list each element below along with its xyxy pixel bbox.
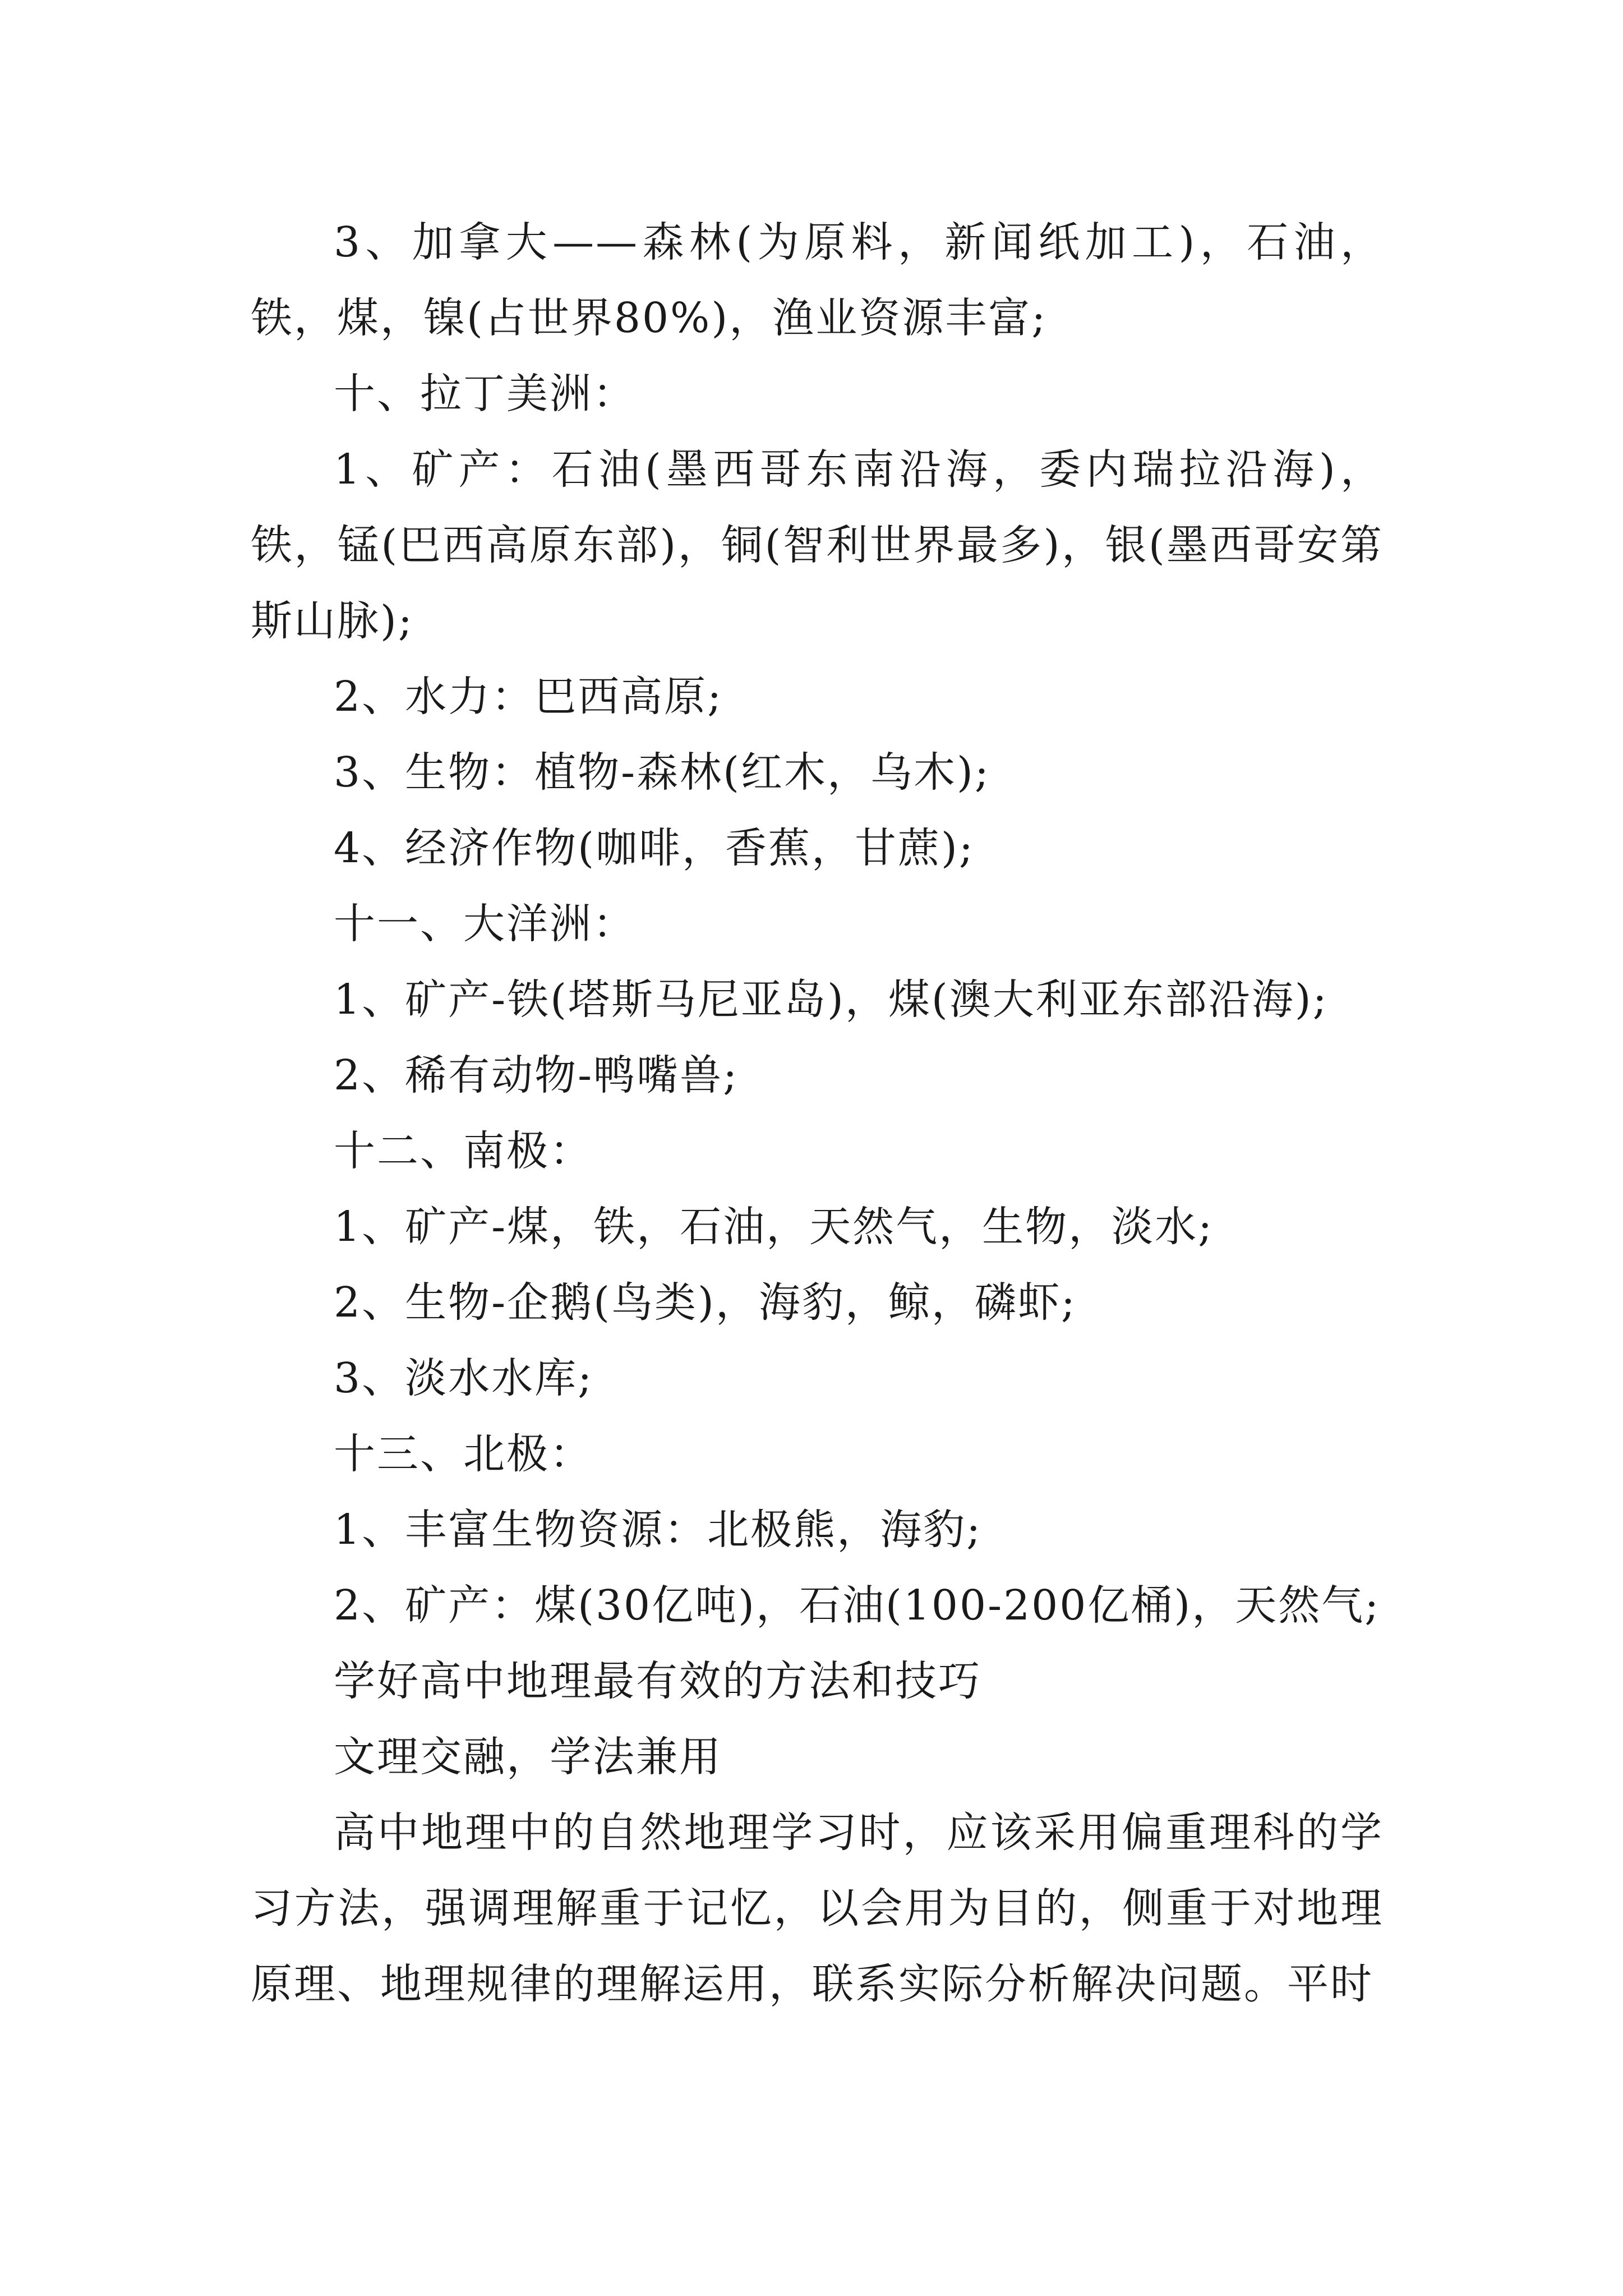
heading-arctic: 十三、北极：	[334, 1430, 593, 1478]
paragraph-latin-america-biology: 3、生物：植物-森林(红木，乌木);	[334, 748, 990, 797]
paragraph-arctic-minerals: 2、矿产：煤(30亿吨)，石油(100-200亿桶)，天然气;	[334, 1581, 1381, 1630]
paragraph-oceania-animals: 2、稀有动物-鸭嘴兽;	[334, 1051, 739, 1099]
paragraph-antarctica-biology: 2、生物-企鹅(鸟类)，海豹，鲸，磷虾;	[334, 1278, 1077, 1327]
paragraph-latin-america-minerals: 1、矿产：石油(墨西哥东南沿海，委内瑞拉沿海)，铁，锰(巴西高原东部)，铜(智利世界最多)，银(墨西哥安第斯山脉);	[251, 445, 1384, 645]
heading-oceania: 十一、大洋洲：	[334, 900, 636, 948]
paragraph-latin-america-hydro: 2、水力：巴西高原;	[334, 673, 723, 721]
document-body	[251, 205, 1384, 2022]
heading-antarctica: 十二、南极：	[334, 1127, 593, 1175]
heading-latin-america: 十、拉丁美洲：	[334, 370, 636, 418]
paragraph-arctic-biology: 1、丰富生物资源：北极熊，海豹;	[334, 1506, 983, 1554]
paragraph-canada-resources: 3、加拿大——森林(为原料，新闻纸加工)，石油，铁，煤，镍(占世界80%)，渔业资源丰富;	[251, 218, 1384, 342]
paragraph-latin-america-crops: 4、经济作物(咖啡，香蕉，甘蔗);	[334, 824, 975, 872]
subsection-title: 文理交融，学法兼用	[334, 1733, 722, 1781]
section-title-study-methods: 学好高中地理最有效的方法和技巧	[334, 1657, 981, 1705]
paragraph-study-advice: 高中地理中的自然地理学习时，应该采用偏重理科的学习方法，强调理解重于记忆，以会用为目的，侧重于对地理原理、地理规律的理解运用，联系实际分析解决问题。平时	[251, 1809, 1384, 2008]
paragraph-antarctica-minerals: 1、矿产-煤，铁，石油，天然气，生物，淡水;	[334, 1203, 1214, 1251]
paragraph-oceania-minerals: 1、矿产-铁(塔斯马尼亚岛)，煤(澳大利亚东部沿海);	[334, 976, 1329, 1024]
paragraph-antarctica-water: 3、淡水水库;	[334, 1354, 594, 1402]
